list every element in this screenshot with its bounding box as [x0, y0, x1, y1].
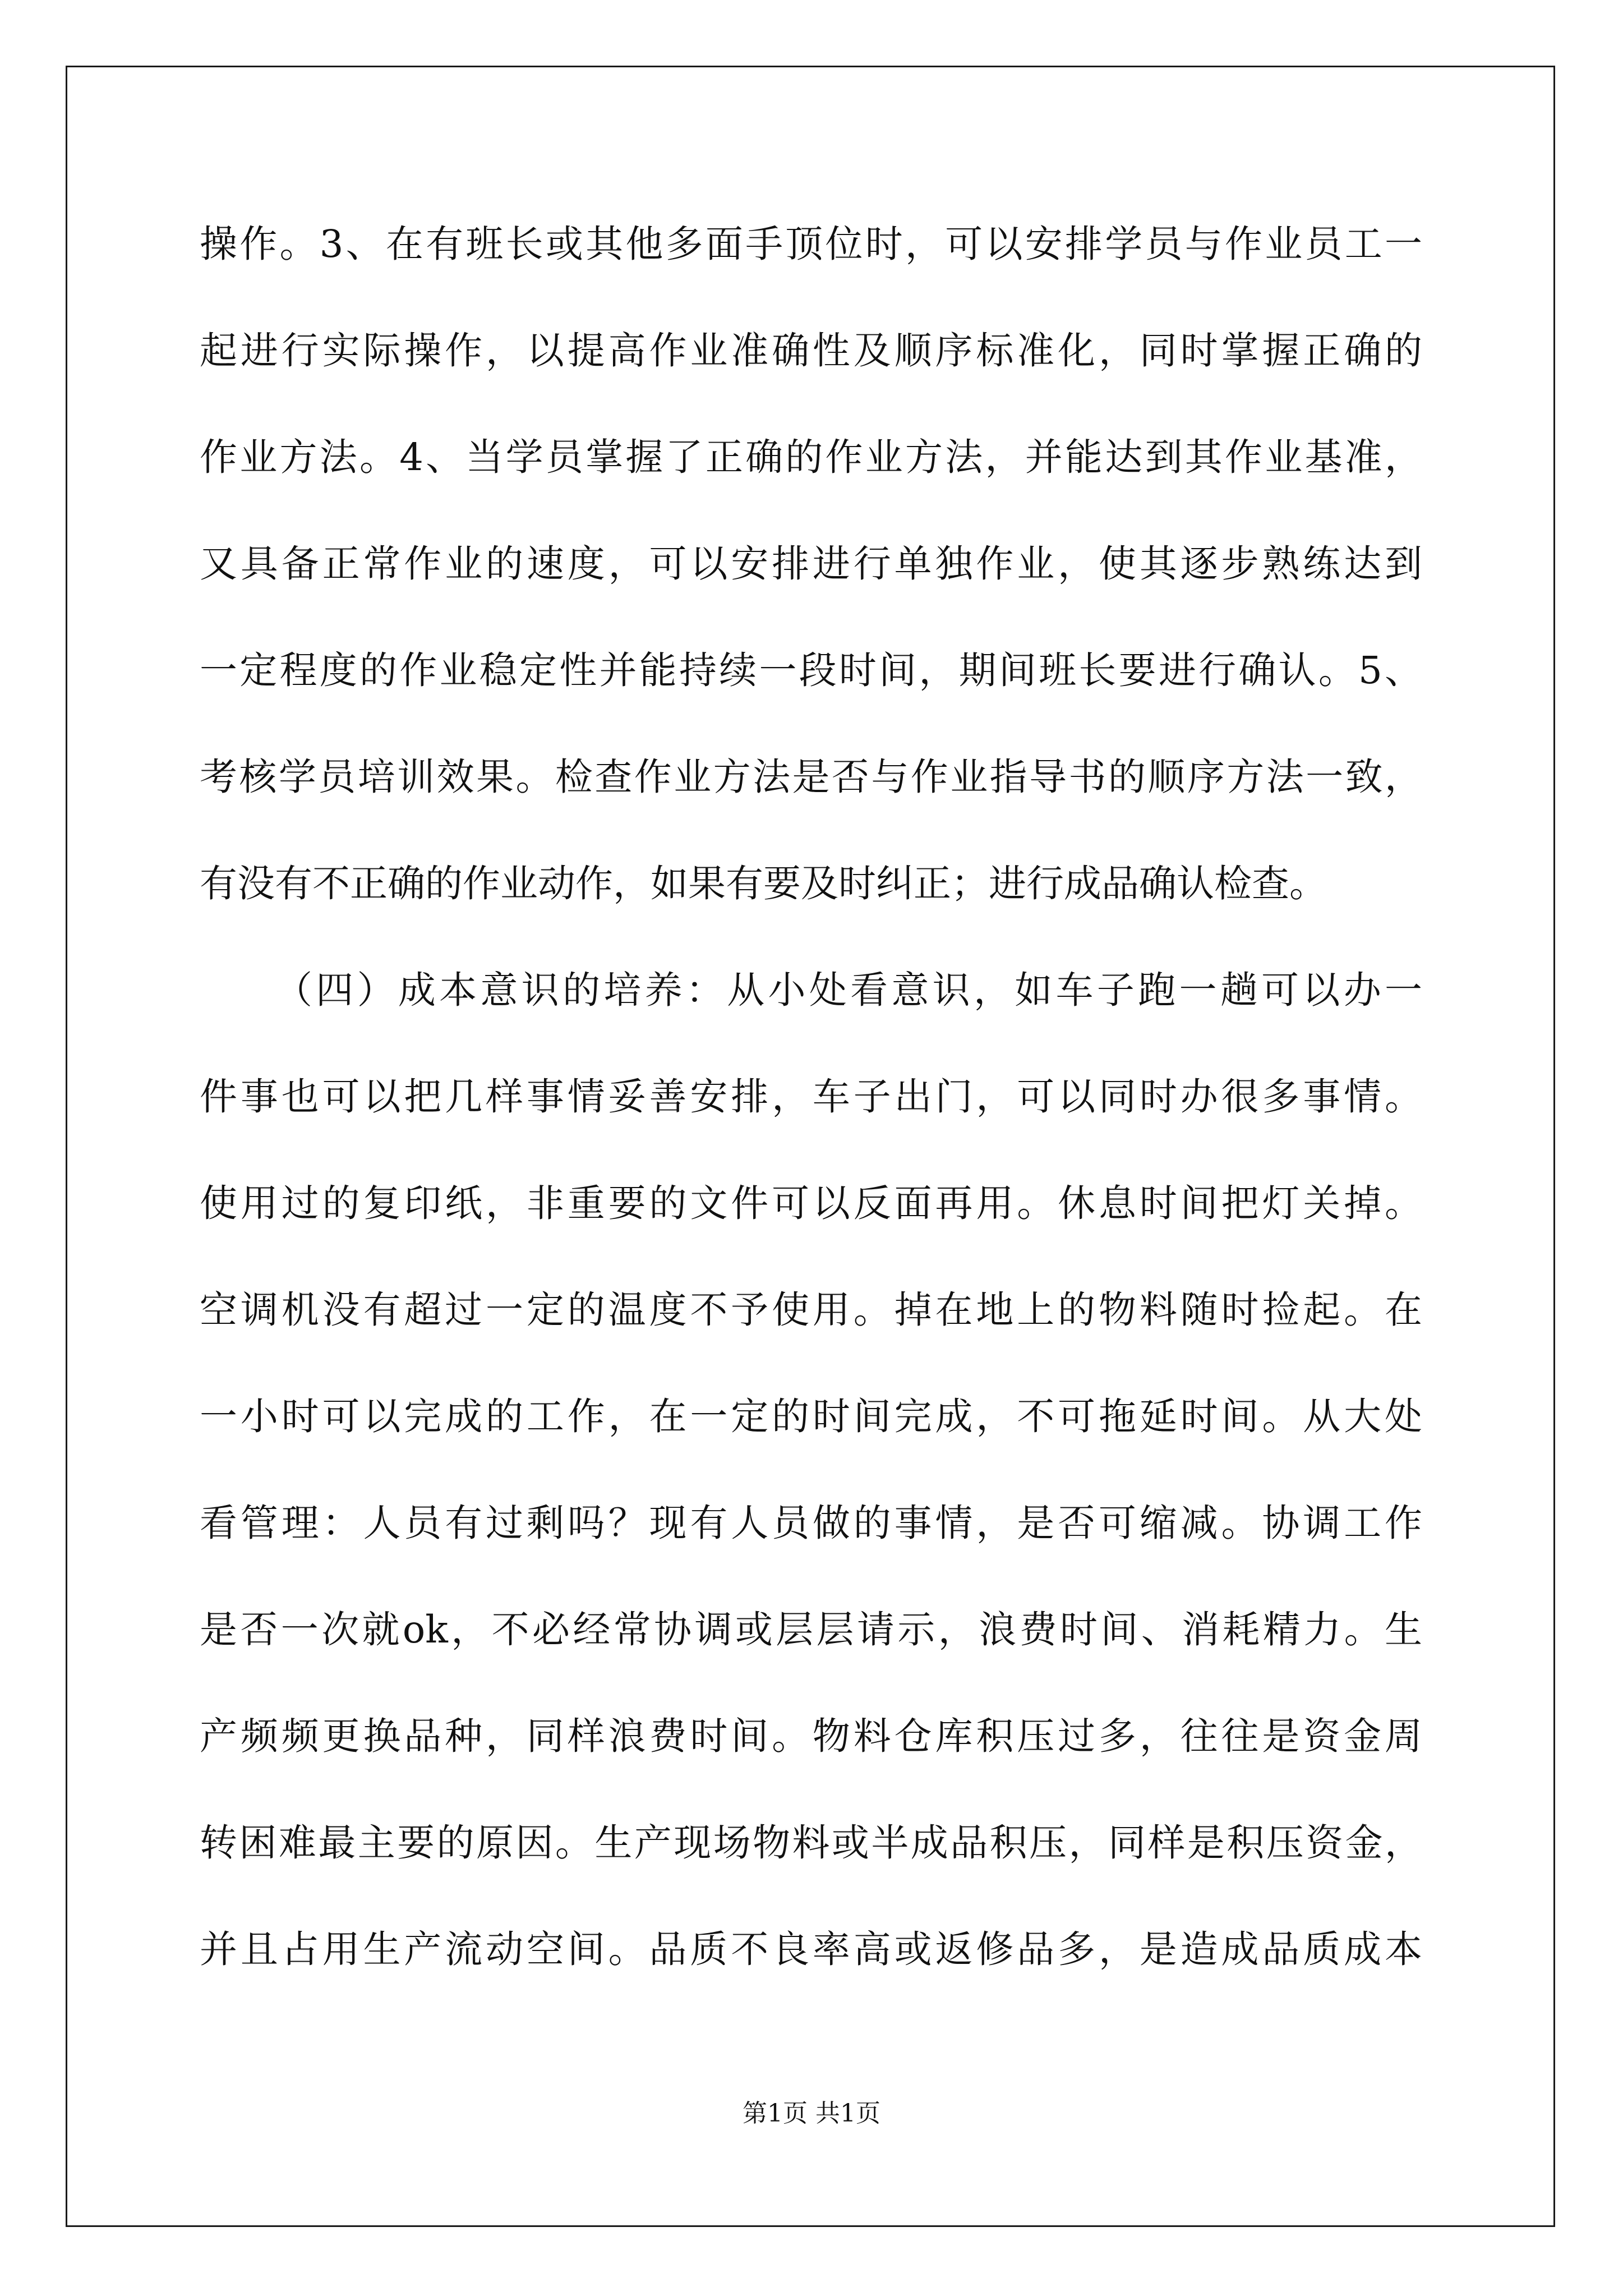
text-line: 操作。3、在有班长或其他多面手顶位时，可以安排学员与作业员工一	[200, 222, 1422, 266]
text-line: 考核学员培训效果。检查作业方法是否与作业指导书的顺序方法一致，	[200, 755, 1422, 799]
text-line: 一小时可以完成的工作，在一定的时间完成，不可拖延时间。从大处	[200, 1395, 1422, 1438]
text-line: 转困难最主要的原因。生产现场物料或半成品积压，同样是积压资金，	[200, 1821, 1422, 1865]
text-line: 产频频更换品种，同样浪费时间。物料仓库积压过多，往往是资金周	[200, 1714, 1422, 1758]
text-line: 一定程度的作业稳定性并能持续一段时间，期间班长要进行确认。5、	[200, 648, 1422, 692]
text-line: 起进行实际操作，以提高作业准确性及顺序标准化，同时掌握正确的	[200, 329, 1422, 372]
text-line: 空调机没有超过一定的温度不予使用。掉在地上的物料随时捡起。在	[200, 1288, 1422, 1332]
text-line: 看管理：人员有过剩吗？现有人员做的事情，是否可缩减。协调工作	[200, 1501, 1422, 1545]
text-line: 件事也可以把几样事情妥善安排，车子出门，可以同时办很多事情。	[200, 1075, 1422, 1119]
text-line: 是否一次就ok，不必经常协调或层层请示，浪费时间、消耗精力。生	[200, 1608, 1422, 1651]
text-line: 使用过的复印纸，非重要的文件可以反面再用。休息时间把灯关掉。	[200, 1181, 1422, 1225]
text-line: 并且占用生产流动空间。品质不良率高或返修品多，是造成品质成本	[200, 1927, 1422, 1971]
body-text	[200, 210, 1422, 2022]
text-line: 又具备正常作业的速度，可以安排进行单独作业，使其逐步熟练达到	[200, 542, 1422, 586]
text-line: 作业方法。4、当学员掌握了正确的作业方法，并能达到其作业基准，	[200, 435, 1422, 479]
text-line: 有没有不正确的作业动作，如果有要及时纠正；进行成品确认检查。	[200, 862, 1327, 905]
paragraph-heading-line: （四）成本意识的培养：从小处看意识，如车子跑一趟可以办一	[275, 968, 1422, 1012]
page-number-footer: 第1页 共1页	[743, 2099, 880, 2128]
